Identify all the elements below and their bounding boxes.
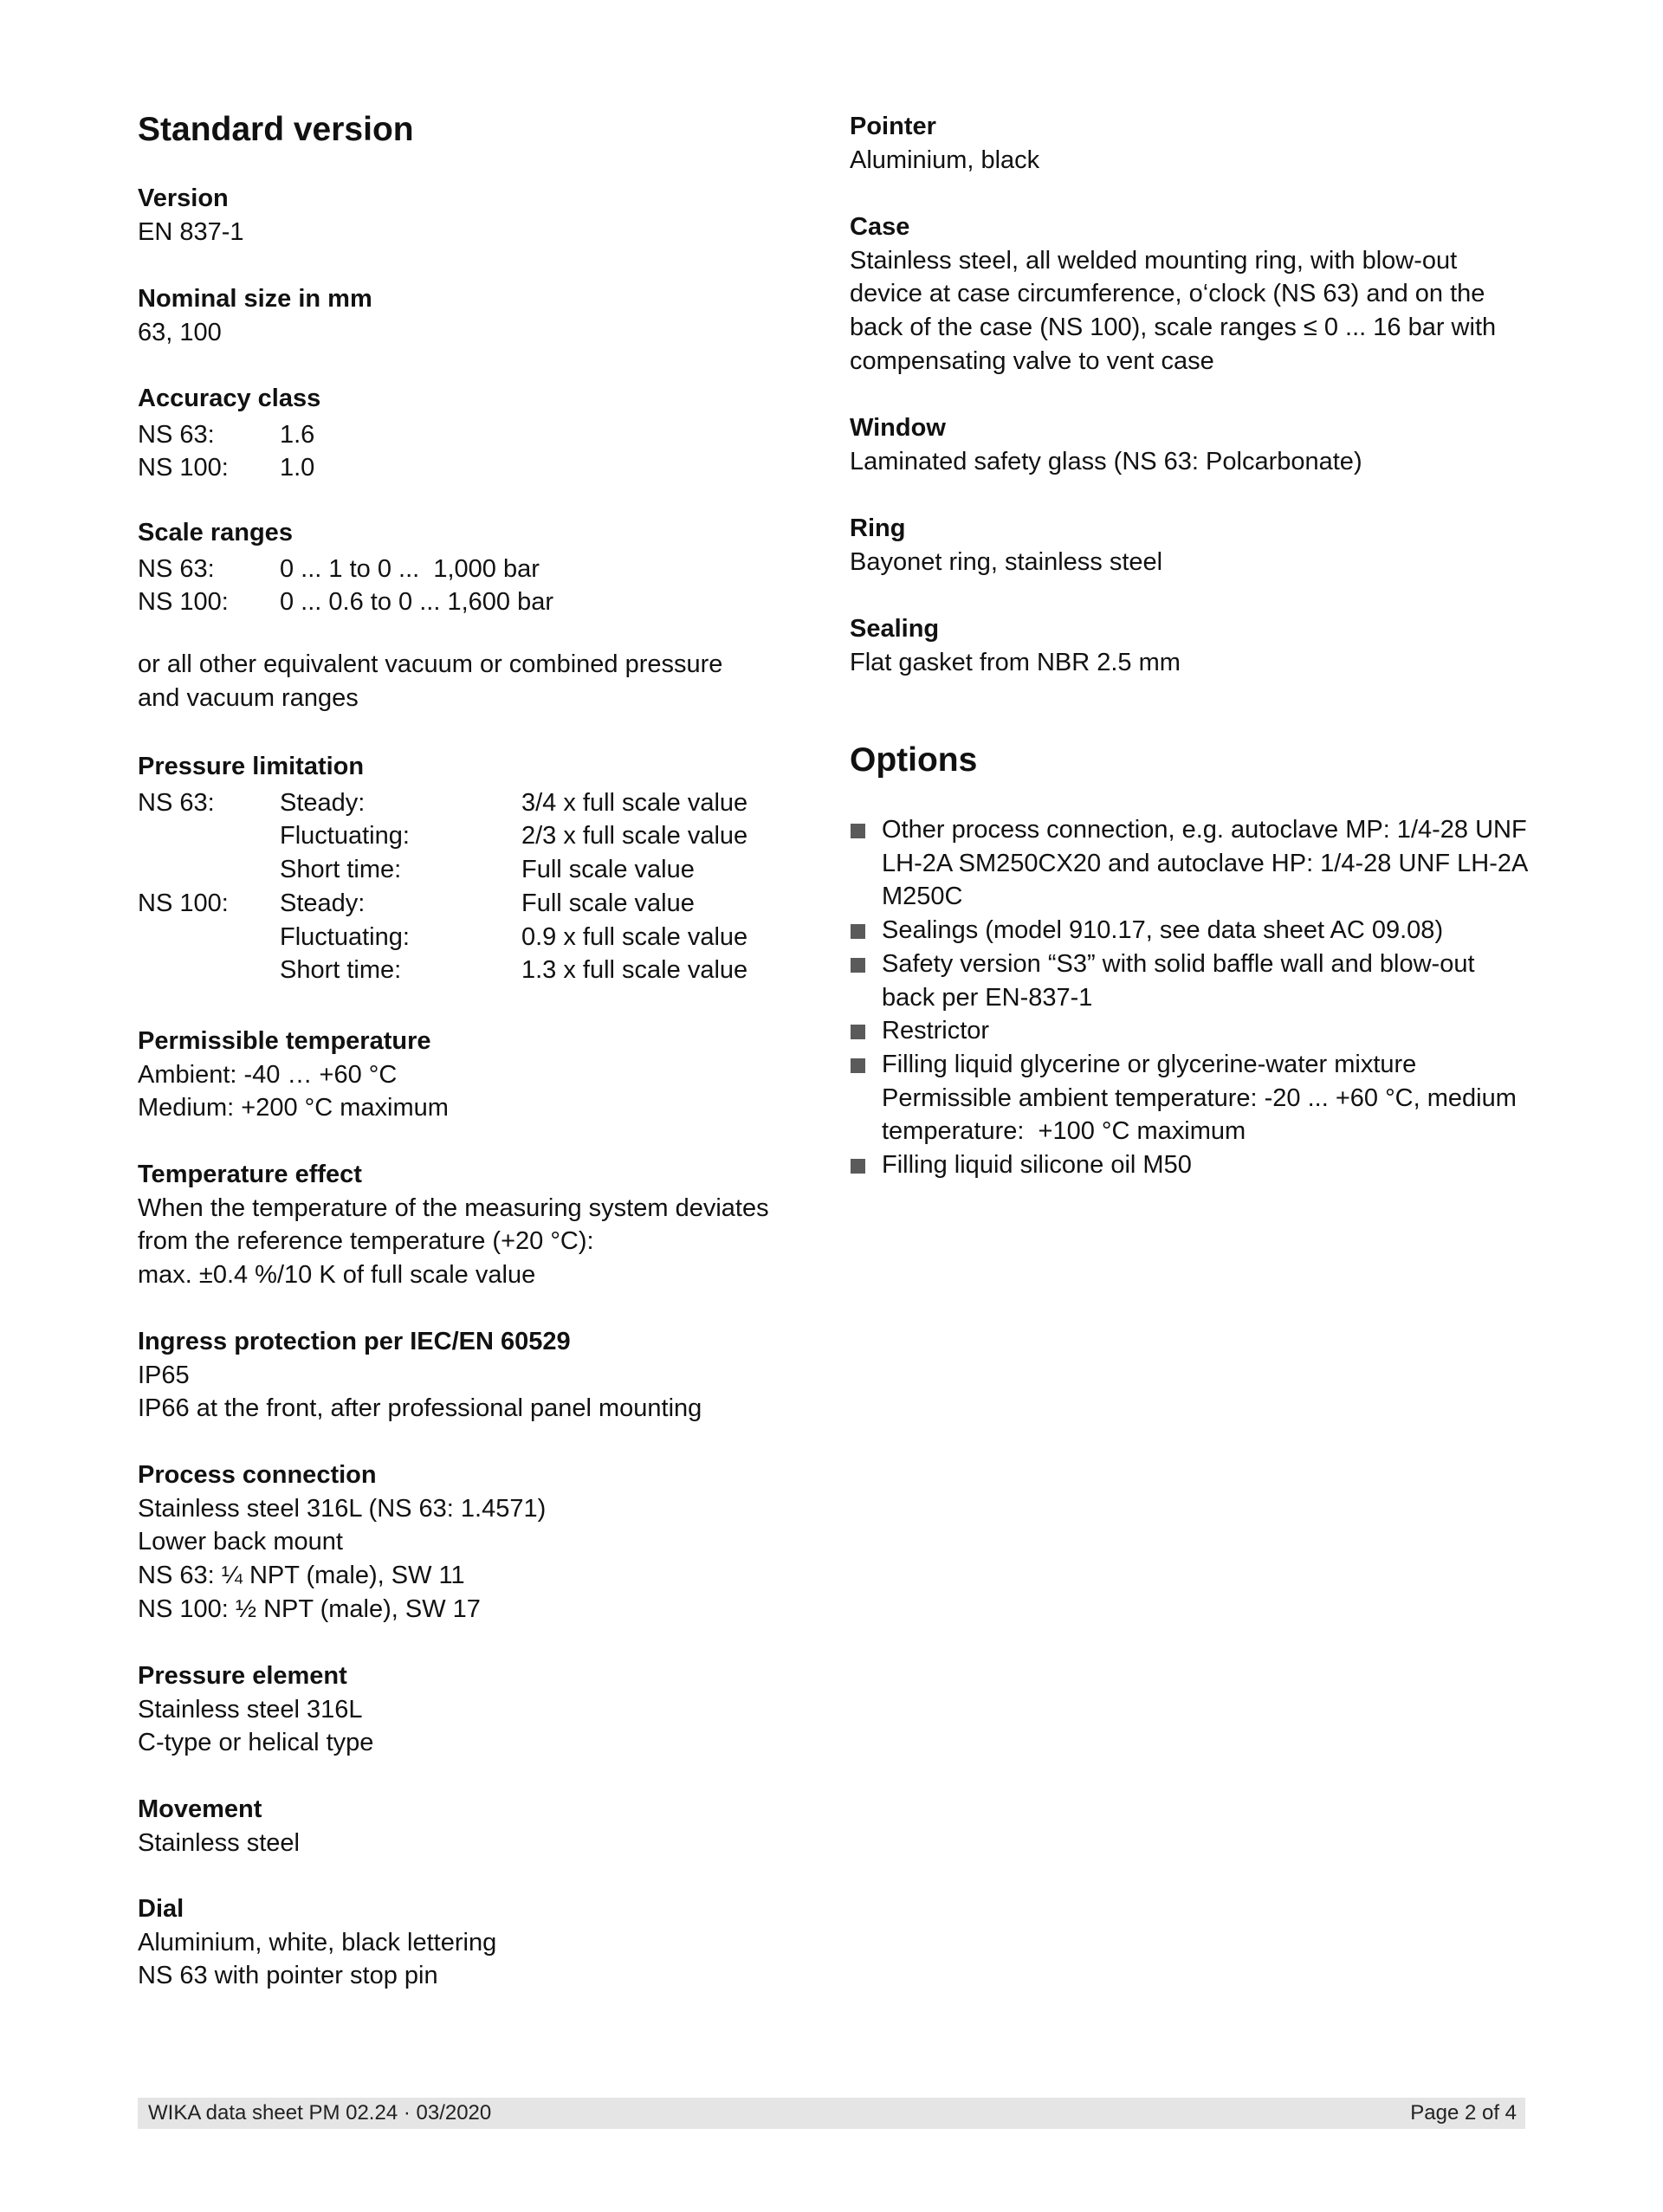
section-body — [138, 1192, 779, 1292]
row-value: 0 ... 1 to 0 ... 1,000 bar — [280, 554, 540, 583]
body-line: max. ±0.4 %/10 K of full scale value — [138, 1261, 536, 1290]
square-bullet-icon — [851, 924, 865, 939]
section-body — [138, 1359, 779, 1426]
section-accuracy-class — [138, 382, 779, 485]
body-line: IP66 at the front, after professional panel mounting — [138, 1394, 702, 1423]
section-nominal-size — [138, 282, 779, 349]
body-line: IP65 — [138, 1361, 190, 1389]
body-line: NS 63: ¼ NPT (male), SW 11 — [138, 1562, 465, 1590]
row-label: NS 100: — [138, 454, 229, 482]
value-cell: 0.9 x full scale value — [521, 922, 748, 951]
body-line: from the reference temperature (+20 °C): — [138, 1227, 594, 1256]
value-cell: Full scale value — [521, 889, 695, 917]
square-bullet-icon — [851, 1159, 865, 1174]
size-cell — [138, 853, 280, 887]
section-pointer — [850, 110, 1525, 177]
section-scale-ranges — [138, 516, 779, 619]
options-list — [850, 813, 1529, 1182]
item-line: Safety version “S3” with solid baffle wall and blow-out — [882, 949, 1475, 978]
section-window — [850, 411, 1525, 478]
square-bullet-icon — [851, 824, 865, 838]
item-line: Filling liquid silicone oil M50 — [882, 1151, 1192, 1180]
type-cell: Short time: — [280, 956, 402, 985]
section-heading: Accuracy class — [138, 385, 321, 412]
section-heading: Case — [850, 213, 910, 241]
section-heading: Permissible temperature — [138, 1027, 431, 1055]
item-text — [882, 1048, 1525, 1148]
section-body — [850, 445, 1525, 479]
section-ingress-protection — [138, 1325, 779, 1426]
item-text — [882, 1014, 1525, 1048]
list-item — [850, 1014, 1525, 1048]
item-line: Permissible ambient temperature: -20 ... +60 °C, medium — [882, 1083, 1517, 1112]
scale-ranges-table — [138, 553, 779, 619]
size-cell — [138, 819, 280, 853]
value-cell: 2/3 x full scale value — [521, 822, 748, 851]
section-ring — [850, 512, 1525, 579]
section-heading: Pressure element — [138, 1662, 347, 1690]
section-value: EN 837-1 — [138, 217, 244, 246]
type-cell: Fluctuating: — [280, 822, 410, 851]
section-heading: Pressure limitation — [138, 753, 365, 780]
square-bullet-icon — [851, 1025, 865, 1039]
item-text — [882, 813, 1529, 914]
pressure-limit-row — [138, 887, 779, 921]
note-text: or all other equivalent vacuum or combined pressure and vacuum ranges — [138, 650, 723, 712]
body-line: C-type or helical type — [138, 1729, 374, 1757]
vacuum-note — [138, 648, 770, 715]
item-line: temperature: +100 °C maximum — [882, 1117, 1246, 1146]
section-sealing — [850, 612, 1525, 679]
list-item — [850, 813, 1529, 914]
section-case — [850, 210, 1525, 378]
section-heading: Version — [138, 184, 229, 212]
section-heading: Scale ranges — [138, 519, 293, 547]
section-body — [138, 1492, 779, 1627]
body-line: Stainless steel, all welded mounting ring, with blow-out — [850, 246, 1458, 275]
pressure-limit-row — [138, 853, 779, 887]
accuracy-row — [138, 451, 779, 485]
item-line: Other process connection, e.g. autoclave MP: 1/4-28 UNF — [882, 816, 1527, 844]
item-line: LH-2A SM250CX20 and autoclave HP: 1/4-28 UNF LH-2A — [882, 849, 1529, 877]
body-line: back of the case (NS 100), scale ranges ≤ 0 ... 16 bar with — [850, 314, 1497, 342]
value-cell: Full scale value — [521, 856, 695, 884]
list-item — [850, 1048, 1525, 1148]
section-body — [138, 1058, 779, 1125]
item-line: Filling liquid glycerine or glycerine-water mixture — [882, 1050, 1417, 1078]
body-line: Stainless steel — [138, 1828, 300, 1857]
section-body — [138, 1827, 779, 1860]
options-title: Options — [850, 741, 978, 779]
section-pressure-element — [138, 1659, 779, 1760]
section-pressure-limitation — [138, 750, 779, 987]
section-body — [850, 244, 1525, 378]
row-value: 1.6 — [280, 420, 315, 449]
section-heading: Process connection — [138, 1461, 377, 1489]
body-line: compensating valve to vent case — [850, 346, 1214, 375]
list-item — [850, 914, 1525, 948]
section-dial — [138, 1892, 779, 1993]
body-line: Ambient: -40 … +60 °C — [138, 1060, 398, 1089]
section-heading: Ring — [850, 514, 906, 542]
section-process-connection — [138, 1458, 779, 1627]
size-cell — [138, 921, 280, 954]
section-value: 63, 100 — [138, 318, 222, 346]
section-temperature-effect — [138, 1158, 779, 1292]
square-bullet-icon — [851, 1058, 865, 1073]
body-line: Laminated safety glass (NS 63: Polcarbonate) — [850, 447, 1362, 475]
type-cell: Steady: — [280, 889, 366, 917]
body-line: Stainless steel 316L — [138, 1695, 363, 1724]
row-label: NS 63: — [138, 420, 215, 449]
pressure-limit-row — [138, 954, 779, 987]
size-cell: NS 100: — [138, 889, 229, 917]
section-heading: Window — [850, 414, 946, 442]
body-line: Lower back mount — [138, 1528, 343, 1556]
section-heading: Nominal size in mm — [138, 285, 372, 313]
body-line: Medium: +200 °C maximum — [138, 1094, 449, 1122]
pressure-limit-row — [138, 921, 779, 954]
item-line: back per EN-837-1 — [882, 983, 1093, 1012]
section-heading: Temperature effect — [138, 1161, 362, 1188]
section-body — [850, 646, 1525, 680]
item-text — [882, 948, 1525, 1014]
scale-range-row — [138, 553, 779, 586]
section-body — [138, 1926, 779, 1993]
section-body — [850, 144, 1525, 178]
value-cell: 3/4 x full scale value — [521, 788, 748, 817]
list-item — [850, 1148, 1525, 1182]
section-heading: Pointer — [850, 113, 936, 140]
footer-page-number: Page 2 of 4 — [1410, 2101, 1517, 2125]
body-line: Aluminium, white, black lettering — [138, 1928, 497, 1957]
item-text — [882, 1148, 1525, 1182]
pressure-limitation-table — [138, 786, 779, 987]
type-cell: Short time: — [280, 856, 402, 884]
section-movement — [138, 1793, 779, 1860]
accuracy-row — [138, 418, 779, 452]
size-cell: NS 63: — [138, 788, 215, 817]
item-line: Sealings (model 910.17, see data sheet AC 09.08) — [882, 916, 1444, 945]
size-cell — [138, 954, 280, 987]
item-line: M250C — [882, 883, 963, 911]
body-line: When the temperature of the measuring system deviates — [138, 1193, 769, 1222]
body-line: Bayonet ring, stainless steel — [850, 547, 1163, 576]
body-line: Flat gasket from NBR 2.5 mm — [850, 648, 1181, 676]
square-bullet-icon — [851, 958, 865, 973]
list-item — [850, 948, 1525, 1014]
accuracy-table — [138, 418, 779, 485]
row-label: NS 100: — [138, 588, 229, 617]
type-cell: Steady: — [280, 788, 366, 817]
body-line: Stainless steel 316L (NS 63: 1.4571) — [138, 1494, 547, 1523]
body-line: device at case circumference, o‘clock (NS 63) and on the — [850, 280, 1485, 308]
section-body — [850, 546, 1525, 579]
section-permissible-temperature — [138, 1025, 779, 1125]
section-heading: Dial — [138, 1895, 184, 1923]
row-value: 1.0 — [280, 454, 315, 482]
type-cell: Fluctuating: — [280, 922, 410, 951]
section-heading: Ingress protection per IEC/EN 60529 — [138, 1328, 571, 1355]
section-heading: Sealing — [850, 615, 940, 643]
value-cell: 1.3 x full scale value — [521, 956, 748, 985]
pressure-limit-row — [138, 819, 779, 853]
footer-document-id: WIKA data sheet PM 02.24 · 03/2020 — [148, 2101, 492, 2125]
row-label: NS 63: — [138, 554, 215, 583]
body-line: NS 63 with pointer stop pin — [138, 1962, 438, 1990]
row-value: 0 ... 0.6 to 0 ... 1,600 bar — [280, 588, 553, 617]
page-footer — [138, 2098, 1525, 2129]
pressure-limit-row — [138, 786, 779, 820]
section-heading: Movement — [138, 1795, 262, 1823]
scale-range-row — [138, 585, 779, 619]
item-line: Restrictor — [882, 1017, 990, 1045]
section-version — [138, 182, 779, 249]
page-title: Standard version — [138, 111, 414, 148]
body-line: NS 100: ½ NPT (male), SW 17 — [138, 1594, 481, 1623]
section-body — [138, 1693, 779, 1760]
item-text — [882, 914, 1525, 948]
body-line: Aluminium, black — [850, 146, 1040, 174]
